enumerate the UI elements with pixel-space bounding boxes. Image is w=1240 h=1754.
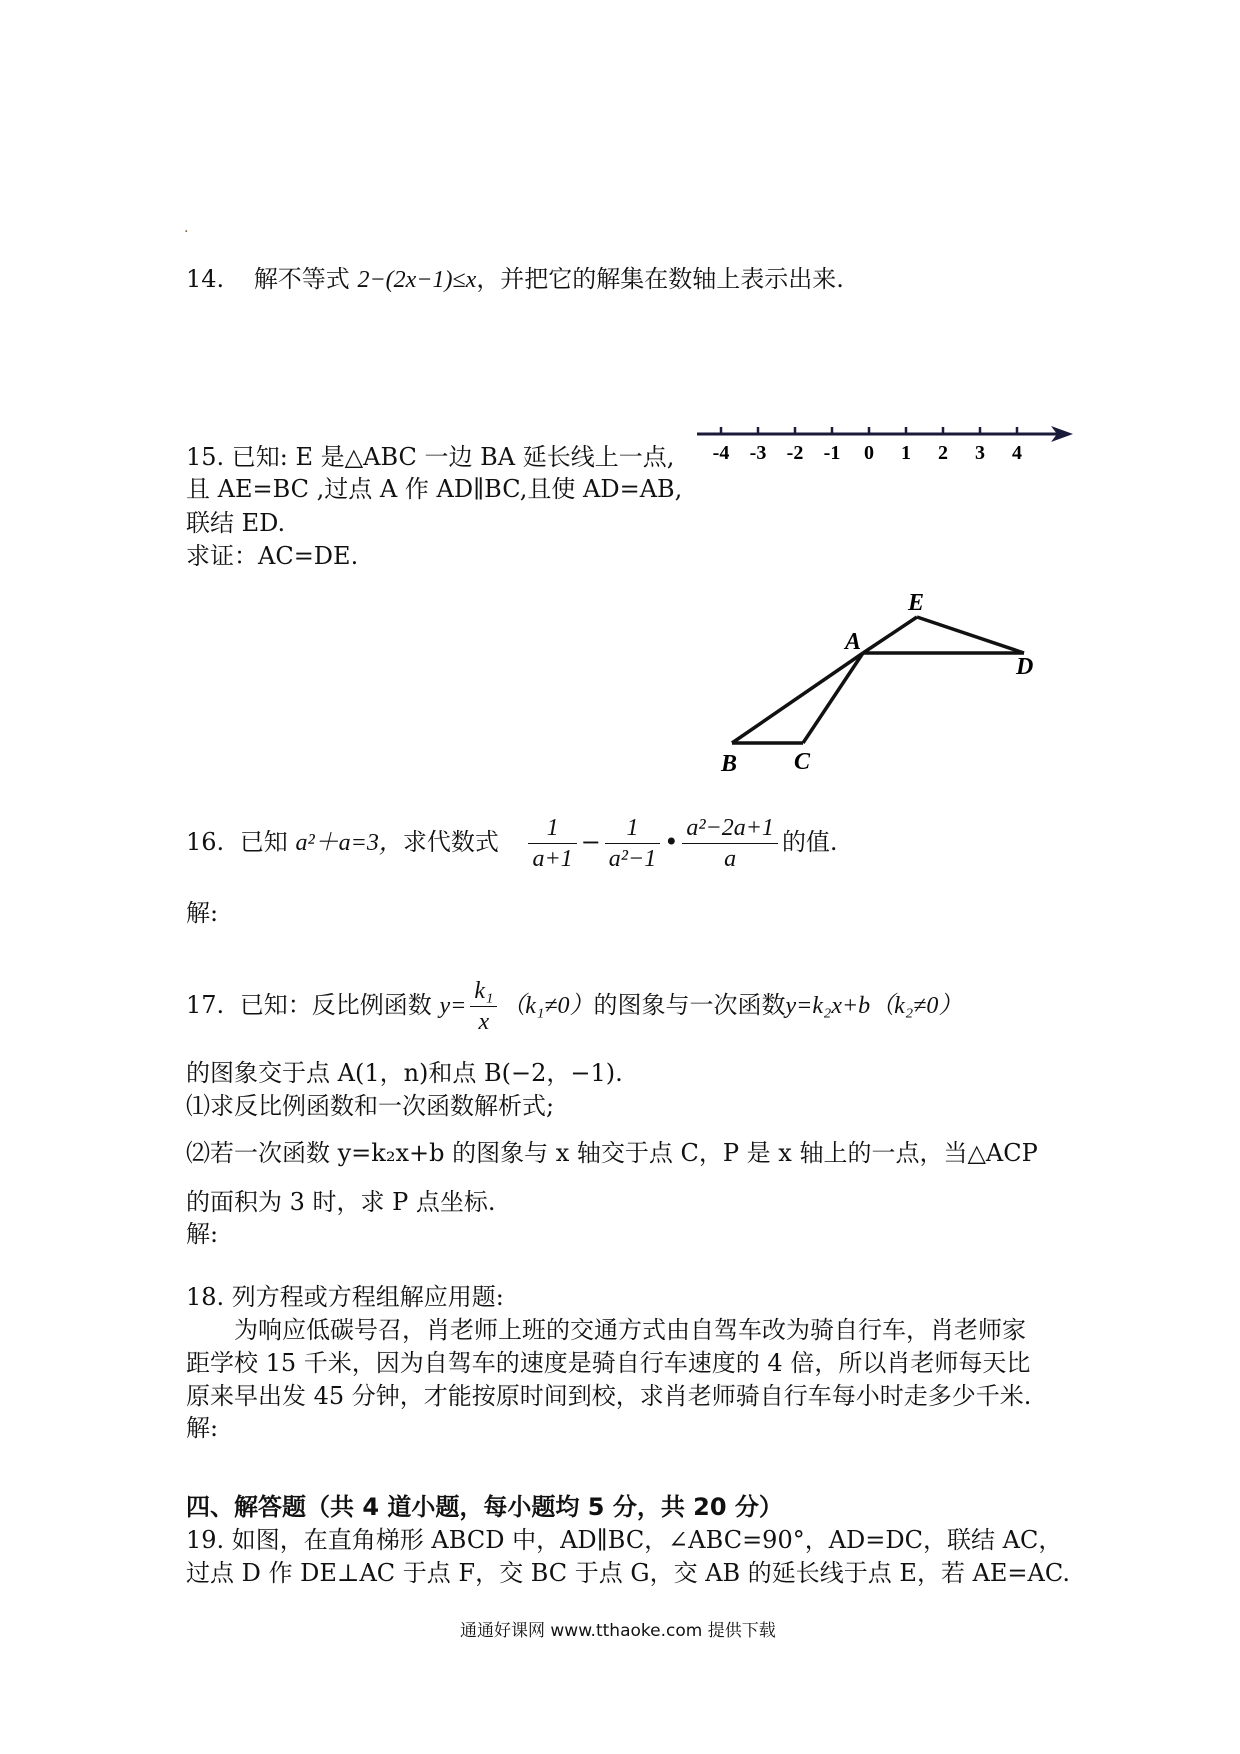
number-line: [695, 425, 1075, 465]
q16-f1-num: 1: [528, 813, 576, 844]
q17-answer: 解:: [186, 1220, 219, 1248]
q17-mid: 的图象与一次函数: [593, 991, 786, 1019]
tick-label: -2: [786, 442, 804, 464]
tick-label: 4: [1012, 442, 1022, 464]
q17-line2: 的图象交于点 A(1，n)和点 B(−2，−1).: [186, 1059, 623, 1087]
q16-tail: 的值.: [781, 828, 838, 856]
tick-label: 0: [864, 442, 874, 464]
q16-lead: 已知: [239, 828, 288, 856]
question-14: [186, 263, 844, 296]
tick-label: -1: [823, 442, 841, 464]
q17-number: 17.: [186, 991, 225, 1019]
q15-line1: 15. 已知: E 是△ABC 一边 BA 延长线上一点,: [186, 443, 675, 471]
tick-label: 1: [901, 442, 911, 464]
q17-part1: ⑴求反比例函数和一次函数解析式;: [186, 1092, 555, 1120]
question-16: 16. 已知 a²＋a=3，求代数式 $\frac{1}{a+1}$ − $\frac{1}{\text{a²−1}}$ • $\frac{\text{a²−2a+1}}{a}$ 的值.: [186, 815, 838, 872]
q16-fraction-2: [605, 813, 660, 874]
q14-inequality: 2−(2x−1)≤x: [357, 267, 477, 293]
q16-f3-den: a: [724, 846, 737, 872]
page-footer: 通通好课网 www.tthaoke.com 提供下载: [460, 1621, 776, 1641]
q18-line1: 18. 列方程或方程组解应用题:: [186, 1283, 504, 1311]
tick-label: 3: [975, 442, 985, 464]
q14-lead: 解不等式: [253, 265, 350, 293]
q19-line1: 19. 如图，在直角梯形 ABCD 中，AD∥BC，∠ABC=90°，AD=DC，联结 AC，: [186, 1526, 1063, 1554]
label-E: E: [908, 590, 925, 616]
q17-fraction: [470, 976, 497, 1037]
q16-f2-den: a²−1: [608, 846, 657, 872]
q17-lead: 已知：反比例函数: [239, 991, 432, 1019]
tick-label: 2: [938, 442, 948, 464]
label-C: C: [794, 749, 811, 775]
q17-f-num: k₁: [470, 976, 497, 1007]
q16-mid: 求代数式: [402, 828, 499, 856]
q18-answer: 解:: [186, 1414, 219, 1442]
q16-f3-num: a²−2a+1: [682, 813, 778, 844]
q17-linear: y=k₂x+b: [785, 993, 871, 1019]
label-A: A: [845, 629, 862, 655]
q16-f2-num: 1: [605, 813, 660, 844]
q14-tail: ，并把它的解集在数轴上表示出来.: [476, 265, 844, 293]
tick-label: -3: [749, 442, 767, 464]
figure-15-triangle: [715, 585, 1055, 780]
q15-line3: 联结 ED.: [186, 509, 286, 537]
tick-label: -4: [712, 442, 730, 464]
q16-condition: a²＋a=3，: [295, 830, 403, 856]
label-B: B: [721, 751, 738, 777]
q17-f-den: x: [478, 1009, 490, 1035]
q16-answer: 解:: [186, 899, 219, 927]
q17-part2: ⑵若一次函数 y=k₂x+b 的图象与 x 轴交于点 C，P 是 x 轴上的一点，当△ACP: [186, 1139, 1038, 1167]
q15-line2: 且 AE=BC ,过点 A 作 AD∥BC,且使 AD=AB,: [186, 475, 683, 503]
question-17: [186, 975, 962, 1037]
q18-line4: 原来早出发 45 分钟，才能按原时间到校，求肖老师骑自行车每小时走多少千米.: [186, 1382, 1032, 1410]
q14-number: 14.: [186, 265, 225, 293]
q17-cond1: （k₁≠0）: [501, 993, 594, 1019]
q18-line2: 为响应低碳号召，肖老师上班的交通方式由自驾车改为骑自行车，肖老师家: [234, 1316, 1026, 1344]
q19-line2: 过点 D 作 DE⊥AC 于点 F，交 BC 于点 G，交 AB 的延长线于点 E，若 AE=AC.: [186, 1559, 1071, 1587]
q16-number: 16.: [186, 828, 225, 856]
header-mark: .: [184, 220, 189, 236]
q16-f1-den: a+1: [532, 846, 573, 872]
label-D: D: [1016, 654, 1034, 680]
section-4-title: 四、解答题（共 4 道小题，每小题均 5 分，共 20 分）: [186, 1493, 783, 1521]
q18-line3: 距学校 15 千米，因为自驾车的速度是骑自行车速度的 4 倍，所以肖老师每天比: [186, 1349, 1031, 1377]
q16-fraction-3: [682, 813, 778, 874]
q17-y: y=: [439, 993, 467, 1019]
q16-fraction-1: [528, 813, 576, 874]
q17-line5: 的面积为 3 时，求 P 点坐标.: [186, 1188, 496, 1216]
q17-cond2: （k₂≠0）: [870, 993, 963, 1019]
q15-line4: 求证：AC=DE.: [186, 542, 359, 570]
